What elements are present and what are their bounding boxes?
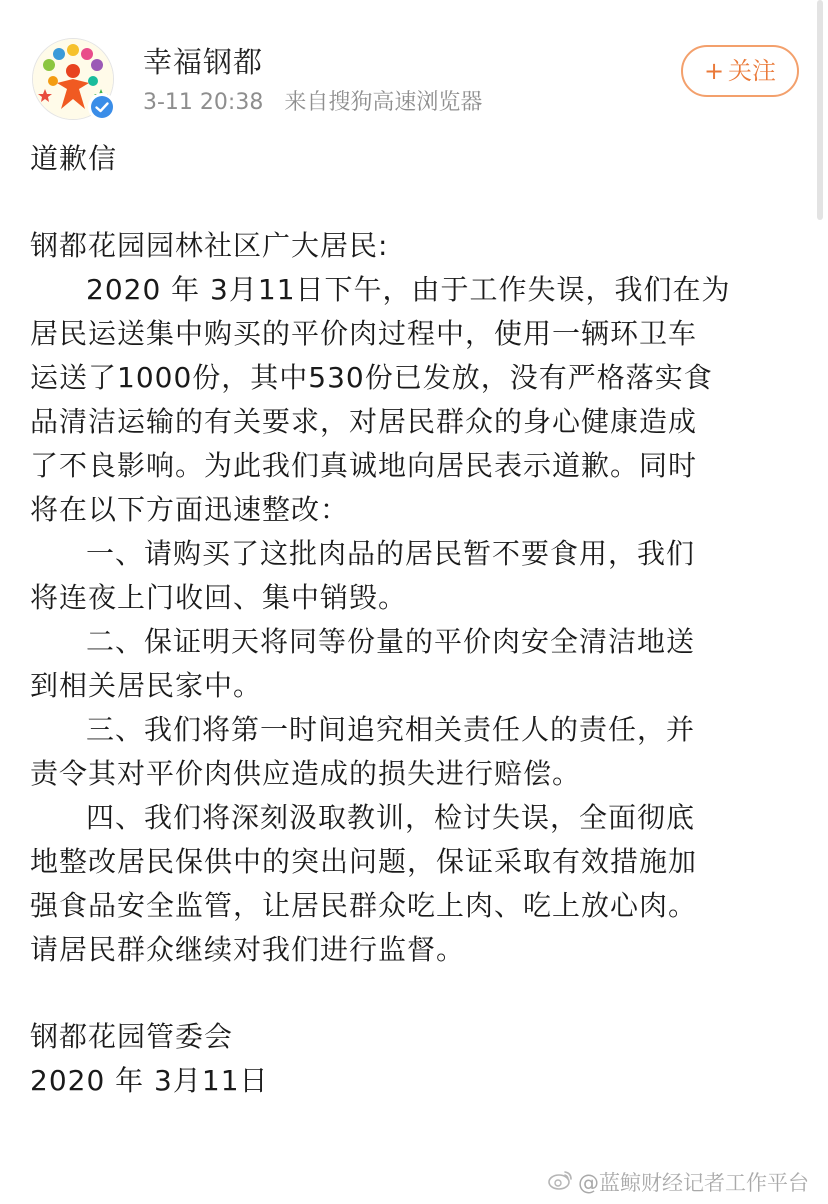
text-line: 2020 年 3月11日下午，由于工作失误，我们在为	[86, 273, 731, 306]
letter-salutation: 钢都花园园林社区广大居民:	[30, 229, 389, 262]
letter-date: 2020 年 3月11日	[30, 1064, 269, 1097]
letter-item-1-cont	[30, 576, 800, 620]
text-line: 强食品安全监管，让居民群众吃上肉、吃上放心肉。	[30, 889, 698, 922]
spacer	[30, 972, 800, 1015]
text-line: 到相关居民家中。	[30, 669, 263, 702]
text-line: 将在以下方面迅速整改：	[30, 493, 350, 526]
plus-icon: +	[703, 57, 725, 85]
letter-item-1	[30, 532, 800, 576]
scrollbar[interactable]	[817, 0, 823, 220]
weibo-logo-icon	[548, 1169, 574, 1199]
text-line: 一、请购买了这批肉品的居民暂不要食用，我们	[86, 537, 696, 570]
letter-item-3-cont	[30, 752, 800, 796]
letter-intro-cont	[30, 312, 800, 532]
post-time: 3-11 20:38	[143, 90, 264, 115]
watermark-text: @蓝鲸财经记者工作平台	[578, 1171, 809, 1195]
text-line: 将连夜上门收回、集中销毁。	[30, 581, 408, 614]
text-line: 居民运送集中购买的平价肉过程中，使用一辆环卫车	[30, 317, 698, 350]
verified-badge	[88, 93, 116, 121]
text-line: 三、我们将第一时间追究相关责任人的责任，并	[86, 713, 696, 746]
text-line: 责令其对平价肉供应造成的损失进行赔偿。	[30, 757, 582, 790]
text-line: 二、保证明天将同等份量的平价肉安全清洁地送	[86, 625, 696, 658]
letter-item-2-cont	[30, 664, 800, 708]
watermark	[548, 1168, 809, 1199]
post-meta	[143, 88, 482, 118]
follow-label: 关注	[728, 57, 777, 85]
text-line: 了不良影响。为此我们真诚地向居民表示道歉。同时	[30, 449, 698, 482]
author-name[interactable]: 幸福钢都	[143, 45, 264, 79]
follow-button[interactable]	[681, 45, 799, 97]
letter-item-2	[30, 620, 800, 664]
text-line: 地整改居民保供中的突出问题，保证采取有效措施加	[30, 845, 698, 878]
letter-item-4-cont	[30, 840, 800, 972]
letter-title: 道歉信	[30, 142, 118, 175]
letter-intro	[30, 268, 800, 312]
letter-item-3	[30, 708, 800, 752]
text-line: 运送了1000份，其中530份已发放，没有严格落实食	[30, 361, 713, 394]
text-line: 品清洁运输的有关要求，对居民群众的身心健康造成	[30, 405, 698, 438]
post-source: 来自搜狗高速浏览器	[284, 90, 483, 115]
text-line: 四、我们将深刻汲取教训，检讨失误，全面彻底	[86, 801, 696, 834]
letter-signature: 钢都花园管委会	[30, 1020, 234, 1053]
post-content	[30, 137, 800, 1103]
letter-item-4	[30, 796, 800, 840]
verified-badge-icon	[90, 95, 114, 119]
spacer	[30, 181, 800, 224]
text-line: 请居民群众继续对我们进行监督。	[30, 933, 466, 966]
